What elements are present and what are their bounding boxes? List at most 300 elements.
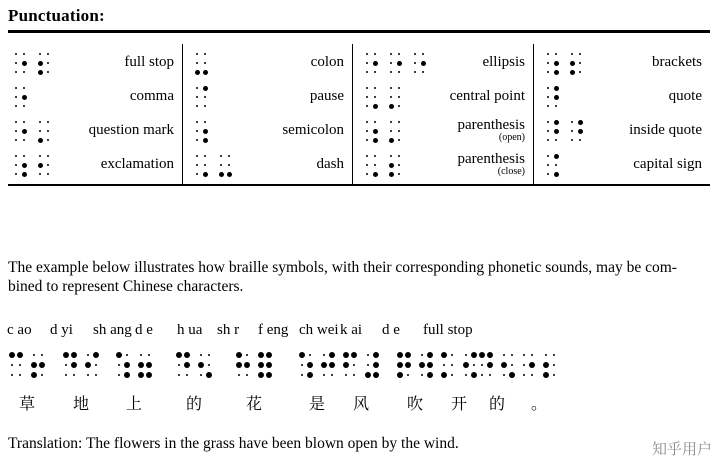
braille-dot-empty [201,161,209,170]
braille-dot-filled [552,152,560,161]
punctuation-column [8,44,182,184]
braille-cell [36,152,52,179]
punctuation-label: ellipsis [482,54,525,71]
braille-dot-empty [363,102,371,111]
braille-dot-empty [20,136,28,145]
braille-dot-empty [371,152,379,161]
braille-dot-filled [404,360,412,370]
braille-group [478,350,516,380]
phonetic-label: ch wei [299,322,339,338]
braille-dot-filled [372,350,380,360]
braille-dot-empty [36,152,44,161]
punctuation-row [193,80,344,114]
braille-dot-filled [235,350,243,360]
braille-cells [193,118,209,145]
braille-dot-empty [8,370,16,380]
braille-dot-empty [544,152,552,161]
braille-cell [342,350,358,380]
braille-dot-filled [30,370,38,380]
braille-dot-empty [193,170,201,179]
braille-dot-empty [544,118,552,127]
braille-dot-empty [395,136,403,145]
braille-group [235,350,273,380]
braille-dot-empty [542,350,550,360]
braille-dot-empty [395,118,403,127]
punctuation-label: full stop [124,54,174,71]
braille-dot-filled [552,84,560,93]
braille-dot-empty [36,118,44,127]
braille-dot-empty [500,350,508,360]
braille-cell [12,118,28,145]
braille-cell [544,118,560,145]
braille-dot-filled [30,360,38,370]
chinese-character: 开 [450,394,467,413]
braille-dot-filled [145,370,153,380]
punctuation-label: comma [129,88,174,105]
braille-cell [478,350,494,380]
braille-cell [193,84,209,111]
punctuation-label: semicolon [282,122,344,139]
braille-dot-empty [12,136,20,145]
braille-cells [544,152,560,179]
braille-dot-empty [395,161,403,170]
braille-dot-empty [16,370,24,380]
braille-cell [193,118,209,145]
braille-dot-empty [520,370,528,380]
punctuation-row [12,80,174,114]
braille-dot-filled [193,68,201,77]
braille-dot-empty [12,118,20,127]
braille-dot-empty [387,152,395,161]
braille-dot-filled [201,170,209,179]
braille-dot-empty [363,152,371,161]
braille-dot-empty [84,370,92,380]
braille-dot-empty [411,50,419,59]
braille-dot-filled [395,59,403,68]
braille-cell [197,350,213,380]
braille-dot-filled [440,350,448,360]
braille-dot-filled [235,360,243,370]
braille-dot-empty [20,68,28,77]
braille-dot-empty [12,161,20,170]
braille-dot-empty [342,370,350,380]
braille-dot-empty [371,68,379,77]
braille-dot-empty [328,370,336,380]
punctuation-row [193,114,344,148]
chinese-character: 的 [185,394,202,413]
punctuation-label: central point [449,88,525,105]
braille-dot-filled [257,350,265,360]
braille-dot-empty [193,136,201,145]
braille-cell [440,350,456,380]
braille-dot-empty [552,161,560,170]
braille-dot-empty [576,59,584,68]
braille-dot-filled [372,370,380,380]
braille-dot-filled [183,360,191,370]
braille-dot-filled [576,127,584,136]
braille-cell [320,350,336,380]
braille-cell [387,84,403,111]
braille-dot-empty [544,50,552,59]
braille-dot-filled [70,350,78,360]
braille-dot-filled [486,360,494,370]
punctuation-column [533,44,710,184]
braille-group [62,350,100,380]
braille-dot-empty [568,127,576,136]
braille-dot-filled [542,360,550,370]
braille-dot-filled [123,370,131,380]
braille-dot-filled [20,127,28,136]
braille-dot-filled [201,68,209,77]
braille-dot-empty [201,152,209,161]
braille-dot-empty [201,59,209,68]
braille-group [342,350,380,380]
intro-paragraph [8,258,714,296]
chinese-character: 地 [72,394,89,413]
braille-dot-empty [205,360,213,370]
braille-dot-filled [36,161,44,170]
braille-dot-filled [265,360,273,370]
braille-dot-filled [371,59,379,68]
braille-cell [193,152,209,179]
punctuation-label: inside quote [629,122,702,139]
braille-cell [418,350,434,380]
braille-group [175,350,213,380]
braille-cell [193,50,209,77]
braille-dot-empty [387,59,395,68]
punctuation-label: colon [310,54,344,71]
chinese-character: 风 [352,394,369,413]
braille-dot-filled [371,170,379,179]
braille-dot-filled [486,350,494,360]
braille-cell [387,152,403,179]
braille-cell [62,350,78,380]
braille-dot-filled [426,360,434,370]
braille-dot-empty [470,360,478,370]
braille-dot-empty [193,102,201,111]
horizontal-rule-bottom [8,184,710,186]
braille-dot-empty [197,370,205,380]
punctuation-row [363,46,525,80]
intro-line: The example below illustrates how braille symbols, with their corresponding phonetic sounds, may be com- [8,259,677,276]
braille-dot-filled [137,370,145,380]
braille-dot-empty [44,170,52,179]
phonetic-label: d e [135,322,153,338]
braille-dot-filled [265,350,273,360]
braille-dot-empty [363,93,371,102]
braille-cell [30,350,46,380]
braille-dot-empty [36,170,44,179]
braille-dot-filled [371,136,379,145]
braille-cells [363,84,403,111]
braille-dot-empty [225,152,233,161]
braille-dot-empty [440,360,448,370]
braille-dot-empty [243,350,251,360]
chinese-character: 上 [125,394,142,413]
phonetic-label: sh r [217,322,240,338]
braille-dot-empty [550,370,558,380]
braille-dot-empty [395,93,403,102]
braille-cell [500,350,516,380]
braille-cell [36,118,52,145]
braille-dot-empty [16,360,24,370]
braille-dot-filled [20,93,28,102]
chinese-character: 的 [488,394,505,413]
braille-dot-empty [115,370,123,380]
braille-dot-empty [183,370,191,380]
braille-dot-empty [395,84,403,93]
braille-dot-filled [404,350,412,360]
braille-cell [568,50,584,77]
braille-cell [115,350,131,380]
punctuation-row [363,80,525,114]
braille-cell [235,350,251,380]
braille-dot-filled [62,350,70,360]
braille-dot-empty [175,370,183,380]
braille-dot-empty [544,161,552,170]
braille-dot-filled [350,350,358,360]
braille-dot-empty [395,102,403,111]
braille-dot-filled [201,127,209,136]
braille-dot-empty [8,360,16,370]
braille-dot-filled [396,360,404,370]
braille-dot-empty [371,93,379,102]
braille-dot-filled [371,127,379,136]
intro-line: bined to represent Chinese characters. [8,278,244,295]
horizontal-rule-top [8,30,710,33]
braille-dot-filled [372,360,380,370]
braille-dot-empty [193,93,201,102]
braille-dot-filled [342,360,350,370]
braille-dot-filled [306,360,314,370]
braille-dot-filled [396,370,404,380]
braille-dot-empty [419,50,427,59]
braille-dot-empty [175,360,183,370]
braille-cells [12,152,52,179]
braille-dot-empty [20,50,28,59]
braille-dot-empty [12,152,20,161]
braille-dot-empty [576,68,584,77]
phonetic-label: f eng [258,322,289,338]
braille-dot-filled [568,59,576,68]
braille-dot-filled [20,59,28,68]
braille-dot-empty [193,84,201,93]
braille-dot-filled [217,170,225,179]
braille-cell [462,350,478,380]
punctuation-column [352,44,533,184]
braille-cells [12,50,52,77]
braille-dot-empty [363,170,371,179]
braille-dot-empty [44,136,52,145]
chinese-character: 草 [18,394,35,413]
braille-dot-empty [411,68,419,77]
braille-cell [12,84,28,111]
braille-dot-empty [217,152,225,161]
braille-cell [363,118,379,145]
braille-cell [363,50,379,77]
braille-dot-filled [20,161,28,170]
braille-dot-empty [371,84,379,93]
braille-dot-filled [508,370,516,380]
chinese-character: 花 [245,394,262,413]
braille-cells [12,118,52,145]
braille-dot-empty [115,360,123,370]
punctuation-table [8,44,710,184]
braille-dot-empty [12,102,20,111]
braille-dot-empty [371,50,379,59]
braille-group [396,350,434,380]
braille-dot-empty [363,59,371,68]
braille-dot-empty [320,350,328,360]
phonetic-label: d yi [50,322,73,338]
braille-dot-filled [36,68,44,77]
braille-dot-empty [217,161,225,170]
braille-dot-filled [201,84,209,93]
braille-dot-empty [418,370,426,380]
braille-dot-empty [544,127,552,136]
braille-dot-filled [298,350,306,360]
braille-cell [387,50,403,77]
braille-dot-filled [462,360,470,370]
braille-cell [363,152,379,179]
braille-dot-empty [36,50,44,59]
braille-dot-empty [44,152,52,161]
braille-dot-empty [576,50,584,59]
braille-dot-empty [20,118,28,127]
braille-dot-empty [201,50,209,59]
braille-dot-empty [12,127,20,136]
punctuation-label: brackets [652,54,702,71]
braille-dot-filled [552,68,560,77]
punctuation-label: parenthesis (close) [457,151,525,178]
braille-dot-filled [175,350,183,360]
punctuation-label: quote [668,88,702,105]
braille-dot-empty [201,102,209,111]
braille-dot-empty [568,50,576,59]
braille-dot-filled [257,360,265,370]
braille-dot-filled [387,161,395,170]
braille-cells [193,152,233,179]
braille-dot-empty [197,350,205,360]
braille-dot-filled [470,350,478,360]
braille-dot-empty [544,59,552,68]
braille-dot-empty [544,84,552,93]
braille-cell [396,350,412,380]
punctuation-row [363,114,525,148]
braille-dot-empty [387,93,395,102]
braille-dot-empty [520,350,528,360]
punctuation-row [12,46,174,80]
braille-cell [544,152,560,179]
braille-dot-empty [395,50,403,59]
punctuation-row [544,148,702,182]
punctuation-label: exclamation [100,156,174,173]
phonetic-label: k ai [340,322,363,338]
braille-dot-filled [387,170,395,179]
braille-dot-empty [320,370,328,380]
phonetic-label: c ao [7,322,32,338]
braille-dot-empty [544,102,552,111]
braille-dot-filled [243,360,251,370]
braille-dot-filled [418,360,426,370]
braille-dot-empty [193,161,201,170]
braille-dot-empty [363,50,371,59]
braille-dot-empty [552,50,560,59]
braille-dot-filled [205,370,213,380]
braille-dot-empty [387,127,395,136]
braille-dot-filled [183,350,191,360]
braille-dot-empty [12,84,20,93]
braille-dot-empty [30,350,38,360]
braille-dot-empty [193,118,201,127]
braille-dot-filled [328,360,336,370]
braille-dot-empty [38,370,46,380]
punctuation-label: question mark [88,122,174,139]
braille-dot-empty [205,350,213,360]
braille-dot-empty [500,370,508,380]
braille-dot-filled [396,350,404,360]
braille-dot-empty [411,59,419,68]
braille-dot-empty [418,350,426,360]
braille-dot-empty [552,136,560,145]
braille-dot-empty [395,68,403,77]
braille-dot-empty [62,370,70,380]
braille-dot-filled [387,102,395,111]
braille-dot-filled [371,102,379,111]
braille-dot-empty [12,68,20,77]
braille-dot-empty [306,350,314,360]
braille-dot-filled [257,370,265,380]
chinese-character: 吹 [406,394,423,413]
braille-dot-empty [298,360,306,370]
braille-dot-empty [371,118,379,127]
braille-dot-filled [36,59,44,68]
braille-dot-empty [193,127,201,136]
braille-cells [193,84,209,111]
braille-dot-empty [371,161,379,170]
braille-dot-empty [568,136,576,145]
braille-dot-empty [419,68,427,77]
braille-dot-filled [470,370,478,380]
braille-dot-empty [298,370,306,380]
braille-dot-empty [201,93,209,102]
braille-dot-filled [552,127,560,136]
braille-dot-empty [20,152,28,161]
braille-cell [542,350,558,380]
braille-dot-filled [328,350,336,360]
braille-dot-empty [508,350,516,360]
punctuation-label: dash [316,156,344,173]
braille-dot-empty [350,360,358,370]
braille-cell [12,50,28,77]
braille-cells [544,118,584,145]
braille-dot-empty [478,360,486,370]
braille-cells [363,118,403,145]
braille-dot-filled [500,360,508,370]
phonetic-label: h ua [177,322,203,338]
punctuation-label: parenthesis (open) [457,117,525,144]
braille-cell [175,350,191,380]
braille-dot-empty [201,118,209,127]
phonetic-label: full stop [423,322,473,338]
braille-dot-filled [145,360,153,370]
braille-dot-filled [542,370,550,380]
braille-dot-filled [440,370,448,380]
braille-dot-filled [92,350,100,360]
braille-dot-filled [419,59,427,68]
braille-dot-empty [544,68,552,77]
braille-dot-empty [363,118,371,127]
